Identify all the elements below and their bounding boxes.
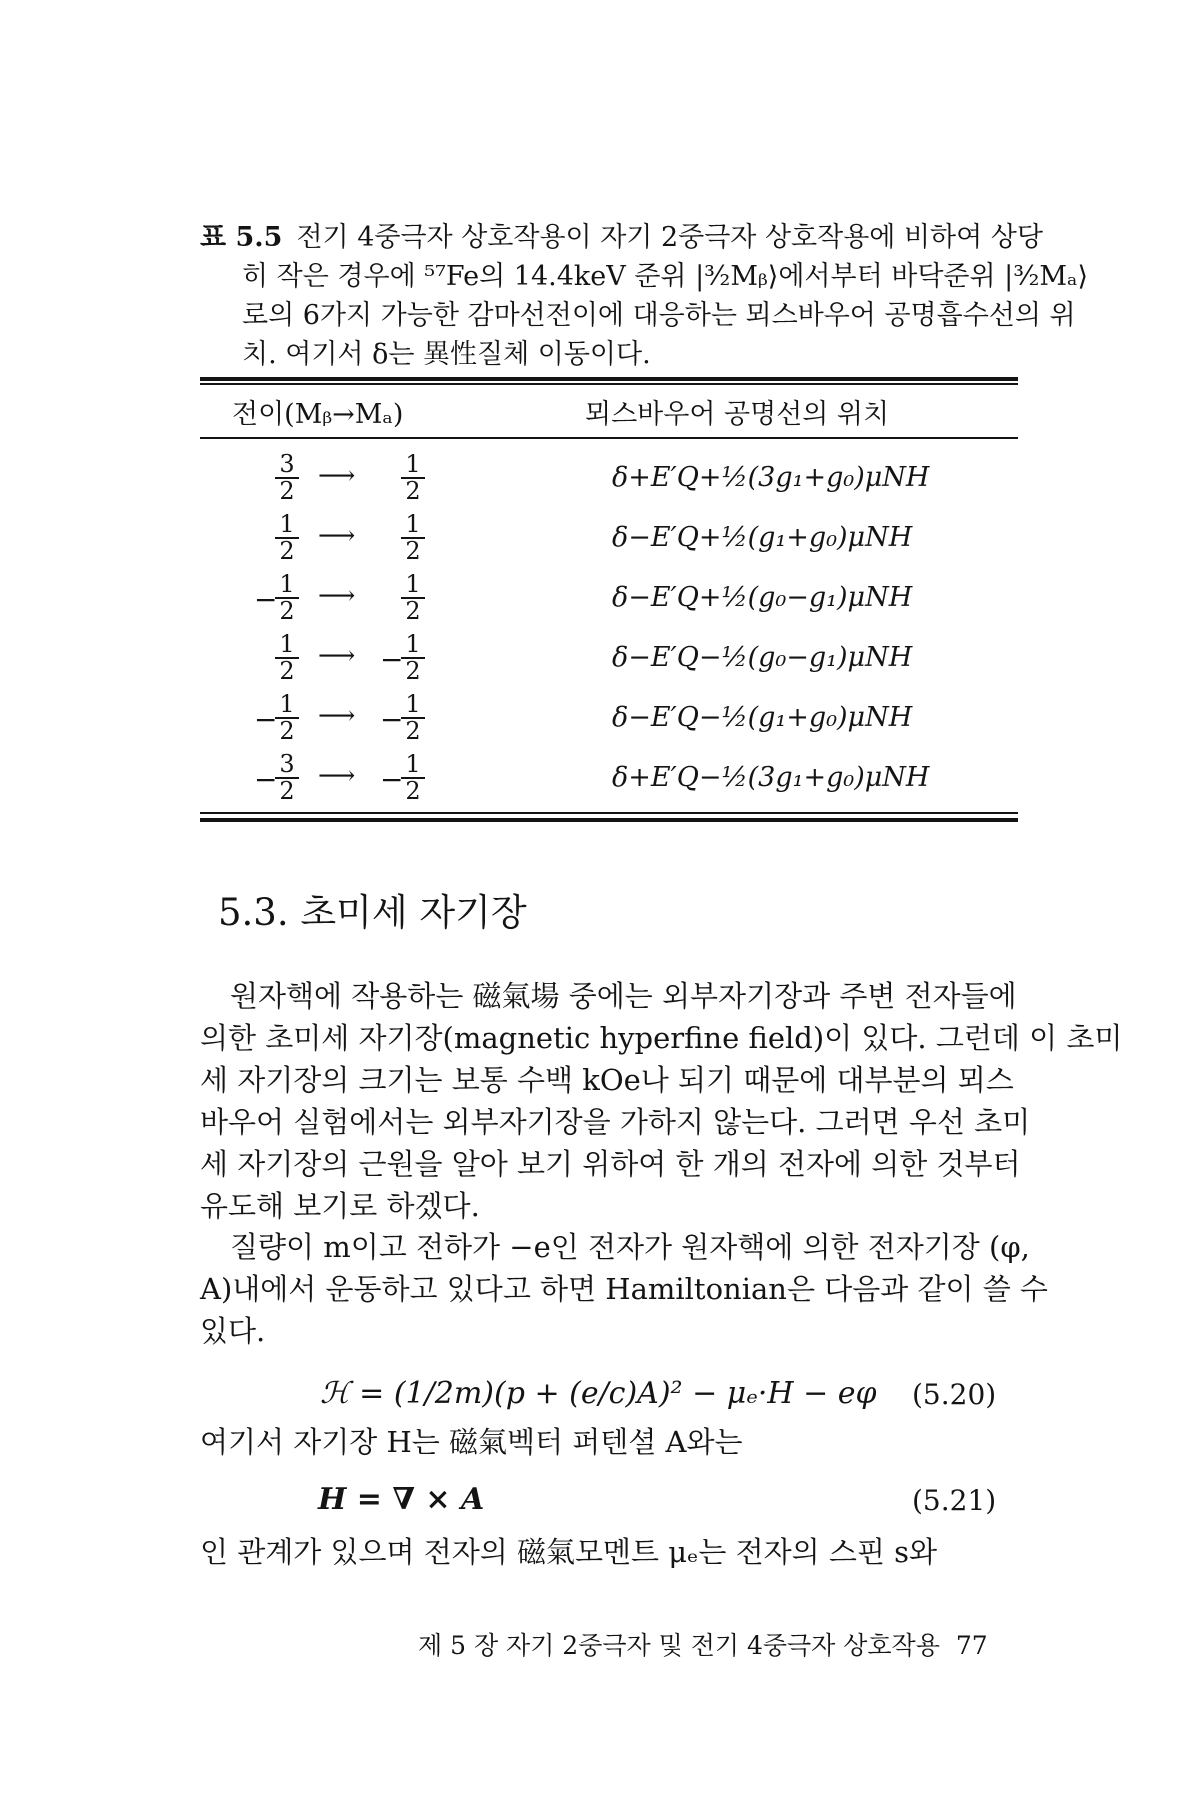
right-denominator: 2 xyxy=(405,537,421,565)
left-fraction xyxy=(274,632,300,684)
right-fraction xyxy=(400,632,426,684)
table-bottom-rule xyxy=(200,818,1018,822)
left-denominator: 2 xyxy=(279,477,295,505)
resonance-position: δ−E′Q−½(g₁+g₀)μNH xyxy=(612,702,913,733)
paragraph-line: 원자핵에 작용하는 磁氣場 중에는 외부자기장과 주변 전자들에 xyxy=(230,979,1017,1013)
table-row xyxy=(200,692,1018,752)
table-row xyxy=(200,452,1018,512)
right-denominator: 2 xyxy=(405,597,421,625)
right-numerator: 1 xyxy=(401,632,424,659)
left-fraction xyxy=(274,452,300,504)
text-after-equation: 인 관계가 있으며 전자의 磁氣모멘트 μₑ는 전자의 스핀 s와 xyxy=(200,1535,937,1569)
column-header-transition: 전이(Mᵦ→Mₐ) xyxy=(232,399,404,430)
right-fraction xyxy=(400,452,426,504)
page-footer xyxy=(418,1626,988,1662)
table-header-rule xyxy=(200,437,1018,439)
resonance-position: δ+E′Q−½(3g₁+g₀)μNH xyxy=(612,762,930,793)
caption-line-2: 히 작은 경우에 ⁵⁷Fe의 14.4keV 준위 |³⁄₂Mᵦ⟩에서부터 바닥준위 |³⁄₂Mₐ⟩ xyxy=(242,261,1088,292)
left-fraction xyxy=(274,572,300,624)
equation-hamiltonian: ℋ = (1/2m)(p + (e/c)A)² − μₑ·H − eφ xyxy=(320,1376,877,1411)
resonance-position: δ+E′Q+½(3g₁+g₀)μNH xyxy=(612,462,930,493)
chapter-title: 제 5 장 자기 2중극자 및 전기 4중극자 상호작용 xyxy=(418,1631,940,1660)
transition-arrow: ⟶ xyxy=(318,461,356,491)
right-fraction xyxy=(400,572,426,624)
right-numerator: 1 xyxy=(401,512,424,539)
table-row xyxy=(200,572,1018,632)
left-fraction xyxy=(274,752,300,804)
table-row xyxy=(200,752,1018,812)
caption-line-1 xyxy=(200,218,1043,257)
paragraph-line: 의한 초미세 자기장(magnetic hyperfine field)이 있다. 그런데 이 초미 xyxy=(200,1021,1123,1055)
left-denominator: 2 xyxy=(279,537,295,565)
right-fraction xyxy=(400,512,426,564)
right-numerator: 1 xyxy=(401,692,424,719)
right-numerator: 1 xyxy=(401,752,424,779)
table-top-rule-inner xyxy=(200,383,1018,385)
right-denominator: 2 xyxy=(405,777,421,805)
paragraph-hyperfine xyxy=(200,975,1123,1227)
left-sign: − xyxy=(254,583,278,616)
left-denominator: 2 xyxy=(279,597,295,625)
right-denominator: 2 xyxy=(405,657,421,685)
table-row xyxy=(200,512,1018,572)
right-denominator: 2 xyxy=(405,717,421,745)
left-fraction xyxy=(274,512,300,564)
left-denominator: 2 xyxy=(279,657,295,685)
right-fraction xyxy=(400,752,426,804)
column-header-position: 뫼스바우어 공명선의 위치 xyxy=(585,399,890,430)
caption-line-4: 치. 여기서 δ는 異性질체 이동이다. xyxy=(242,339,651,370)
table-bottom-rule-inner xyxy=(200,812,1018,814)
caption-line-3: 로의 6가지 가능한 감마선전이에 대응하는 뫼스바우어 공명흡수선의 위 xyxy=(242,300,1076,331)
left-numerator: 3 xyxy=(275,752,298,779)
paragraph-line: 있다. xyxy=(200,1314,266,1348)
paragraph-line: A)내에서 운동하고 있다고 하면 Hamiltonian은 다음과 같이 쓸 수 xyxy=(200,1272,1048,1306)
table-row xyxy=(200,632,1018,692)
left-denominator: 2 xyxy=(279,777,295,805)
left-numerator: 1 xyxy=(275,692,298,719)
left-numerator: 1 xyxy=(275,572,298,599)
left-numerator: 1 xyxy=(275,512,298,539)
resonance-position: δ−E′Q−½(g₀−g₁)μNH xyxy=(612,642,913,673)
paragraph-line: 세 자기장의 크기는 보통 수백 kOe나 되기 때문에 대부분의 뫼스 xyxy=(200,1063,1014,1097)
right-denominator: 2 xyxy=(405,477,421,505)
paragraph-line: 바우어 실험에서는 외부자기장을 가하지 않는다. 그러면 우선 초미 xyxy=(200,1105,1031,1139)
transition-arrow: ⟶ xyxy=(318,761,356,791)
section-title: 5.3. 초미세 자기장 xyxy=(218,891,527,934)
paragraph-line: 유도해 보기로 하겠다. xyxy=(200,1189,480,1223)
transition-arrow: ⟶ xyxy=(318,581,356,611)
right-sign: − xyxy=(380,703,404,736)
table-caption xyxy=(200,218,1088,374)
equation-number: (5.20) xyxy=(912,1378,997,1411)
left-sign: − xyxy=(254,703,278,736)
left-fraction xyxy=(274,692,300,744)
right-numerator: 1 xyxy=(401,452,424,479)
right-sign: − xyxy=(380,643,404,676)
right-numerator: 1 xyxy=(401,572,424,599)
paragraph-hamiltonian xyxy=(200,1226,1048,1352)
transition-arrow: ⟶ xyxy=(318,521,356,551)
page-number: 77 xyxy=(955,1631,988,1660)
resonance-position: δ−E′Q+½(g₁+g₀)μNH xyxy=(612,522,913,553)
left-numerator: 3 xyxy=(275,452,298,479)
right-fraction xyxy=(400,692,426,744)
paragraph-line: 세 자기장의 근원을 알아 보기 위하여 한 개의 전자에 의한 것부터 xyxy=(200,1147,1021,1181)
caption-label: 표 5.5 xyxy=(200,222,283,253)
transition-arrow: ⟶ xyxy=(318,641,356,671)
equation-curl: H = ∇ × A xyxy=(318,1482,485,1517)
resonance-position: δ−E′Q+½(g₀−g₁)μNH xyxy=(612,582,913,613)
caption-text-1: 전기 4중극자 상호작용이 자기 2중극자 상호작용에 비하여 상당 xyxy=(296,222,1043,253)
transition-arrow: ⟶ xyxy=(318,701,356,731)
left-numerator: 1 xyxy=(275,632,298,659)
right-sign: − xyxy=(380,763,404,796)
text-after-equation: 여기서 자기장 H는 磁氣벡터 퍼텐셜 A와는 xyxy=(200,1425,743,1459)
left-denominator: 2 xyxy=(279,717,295,745)
paragraph-line: 질량이 m이고 전하가 −e인 전자가 원자핵에 의한 전자기장 (φ, xyxy=(230,1230,1030,1264)
left-sign: − xyxy=(254,763,278,796)
equation-number: (5.21) xyxy=(912,1484,997,1517)
table-top-rule xyxy=(200,377,1018,381)
